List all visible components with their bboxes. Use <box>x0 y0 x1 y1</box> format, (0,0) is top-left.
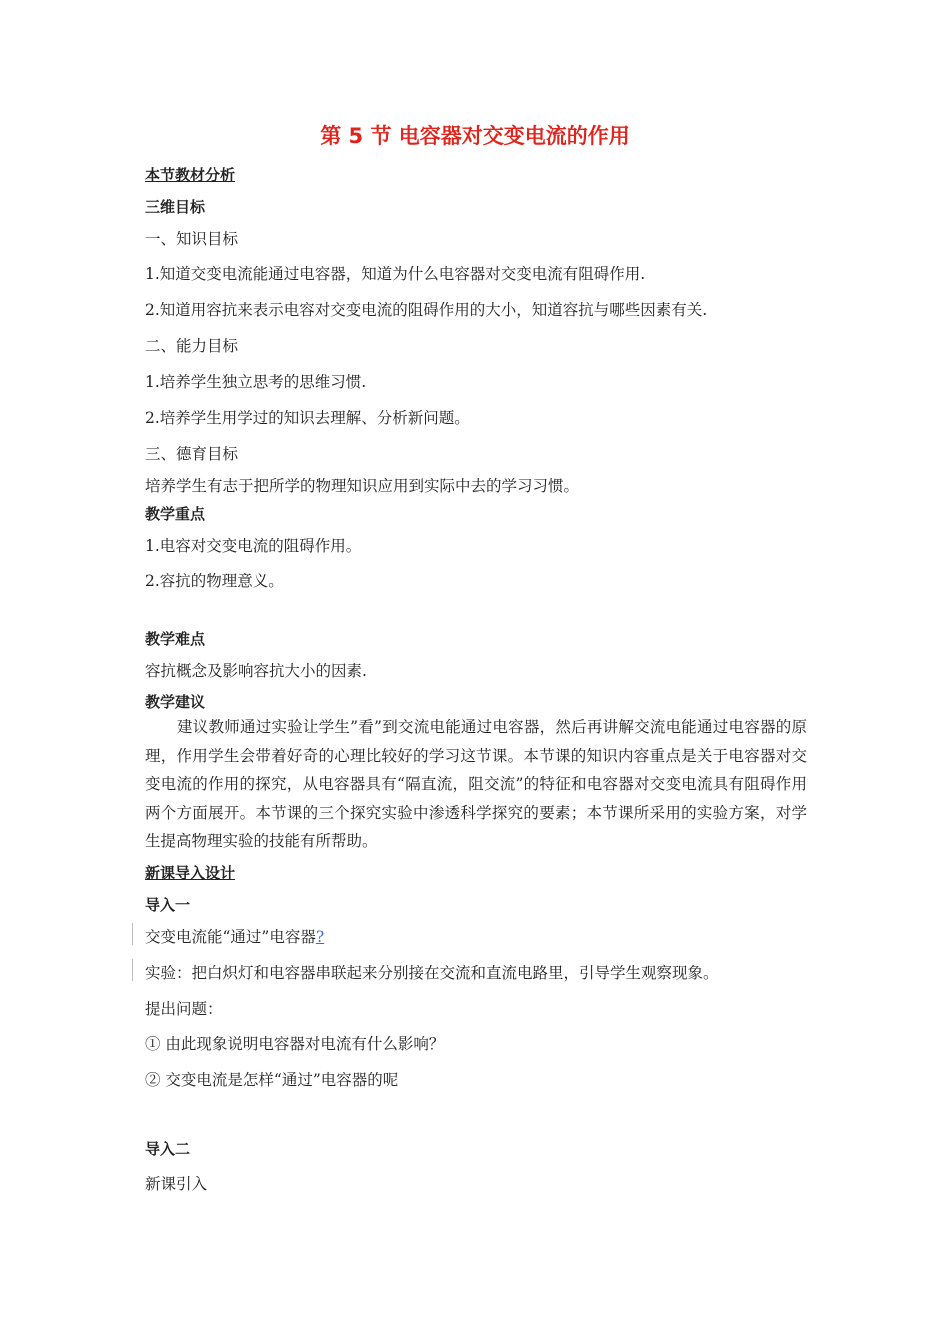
knowledge-goal-2: 2.知道用容抗来表示电容对交变电流的阻碍作用的大小，知道容抗与哪些因素有关. <box>145 301 708 319</box>
intro1-question <box>145 925 324 947</box>
new-lesson-text: 新课引入 <box>145 1175 208 1193</box>
question-2: ② 交变电流是怎样“通过”电容器的呢 <box>145 1071 399 1089</box>
moral-goal-label: 三、德育目标 <box>145 445 239 463</box>
heading-intro-1: 导入一 <box>145 896 191 914</box>
heading-three-d-goals: 三维目标 <box>145 198 206 216</box>
key-point-1: 1.电容对交变电流的阻碍作用。 <box>145 537 362 555</box>
ability-goal-2: 2.培养学生用学过的知识去理解、分析新问题。 <box>145 409 470 427</box>
heading-analysis: 本节教材分析 <box>145 166 236 184</box>
knowledge-goal-1: 1.知道交变电流能通过电容器，知道为什么电容器对交变电流有阻碍作用. <box>145 265 646 283</box>
suggestion-paragraph: 建议教师通过实验让学生”看”到交流电能通过电容器，然后再讲解交流电能通过电容器的原理，作用学生会带着好奇的心理比较好的学习这节课。本节课的知识内容重点是关于电容器对交变电流的作用的探究，从电容器具有“隔直流，阻交流”的特征和电容器对交变电流具有阻碍作用两个方面展开。本节课的三个探究实验中渗透科学探究的要素；本节课所采用的实验方案，对学生提高物理实验的技能有所帮助。 <box>145 718 807 850</box>
heading-key-points: 教学重点 <box>145 505 206 523</box>
heading-suggestion: 教学建议 <box>145 693 206 711</box>
intro1-question-text: 交变电流能“通过”电容器 <box>145 928 316 946</box>
revision-bar <box>132 923 133 945</box>
revision-bar <box>132 959 133 981</box>
experiment-text: 实验：把白炽灯和电容器串联起来分别接在交流和直流电路里，引导学生观察现象。 <box>145 964 719 982</box>
heading-intro-design: 新课导入设计 <box>145 864 236 882</box>
heading-difficulties: 教学难点 <box>145 630 206 648</box>
question-mark-link[interactable]: ? <box>315 928 325 946</box>
difficulty-1: 容抗概念及影响容抗大小的因素. <box>145 662 367 680</box>
question-1: ① 由此现象说明电容器对电流有什么影响？ <box>145 1035 445 1053</box>
ask-label: 提出问题： <box>145 1000 223 1018</box>
heading-intro-2: 导入二 <box>145 1140 191 1158</box>
page-title: 第 5 节 电容器对交变电流的作用 <box>320 124 630 148</box>
key-point-2: 2.容抗的物理意义。 <box>145 572 284 590</box>
knowledge-goal-label: 一、知识目标 <box>145 230 239 248</box>
ability-goal-label: 二、能力目标 <box>145 337 239 355</box>
moral-goal-1: 培养学生有志于把所学的物理知识应用到实际中去的学习习惯。 <box>145 477 580 495</box>
ability-goal-1: 1.培养学生独立思考的思维习惯. <box>145 373 367 391</box>
